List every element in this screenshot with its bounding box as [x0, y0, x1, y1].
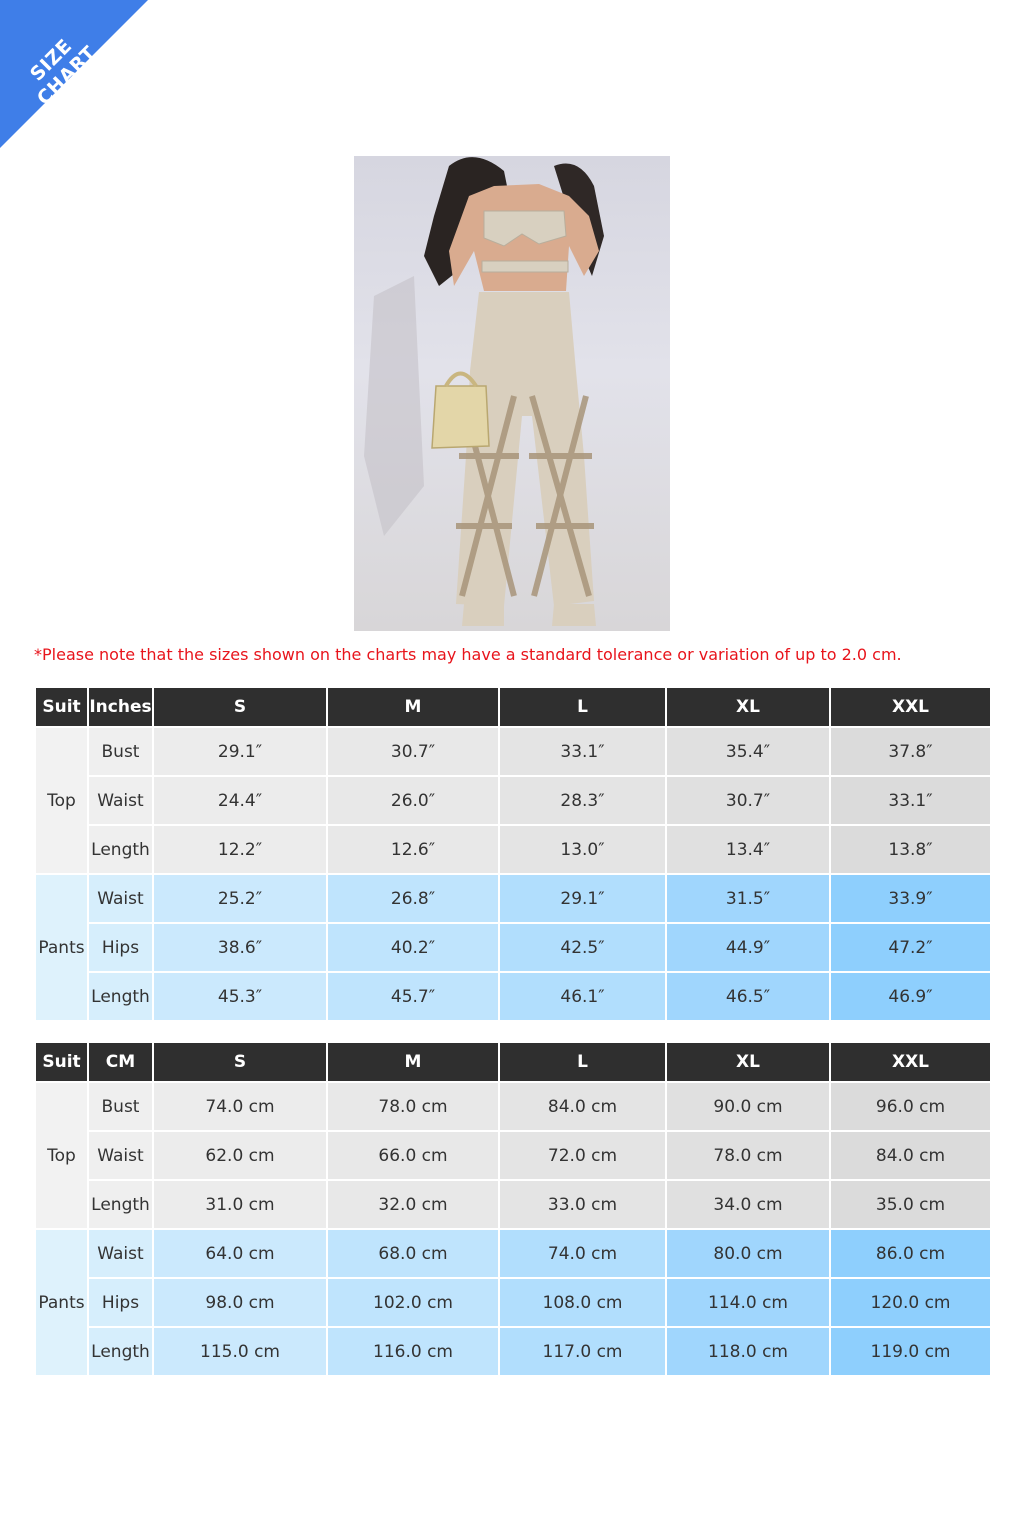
size-cell: 80.0 cm — [667, 1230, 829, 1277]
header-s: S — [154, 688, 326, 726]
table-row — [36, 1328, 990, 1375]
size-cell: 24.4″ — [154, 777, 326, 824]
table-row — [36, 777, 990, 824]
size-cell: 12.2″ — [154, 826, 326, 873]
suit-label-top: Top — [36, 728, 87, 873]
size-cell: 117.0 cm — [500, 1328, 665, 1375]
header-s: S — [154, 1043, 326, 1081]
size-cell: 44.9″ — [667, 924, 829, 971]
size-cell: 64.0 cm — [154, 1230, 326, 1277]
size-cell: 72.0 cm — [500, 1132, 665, 1179]
size-cell: 120.0 cm — [831, 1279, 990, 1326]
table-row — [36, 1132, 990, 1179]
size-cell: 33.1″ — [831, 777, 990, 824]
size-cell: 29.1″ — [500, 875, 665, 922]
size-cell: 31.5″ — [667, 875, 829, 922]
tolerance-note: *Please note that the sizes shown on the charts may have a standard tolerance or variation of up to 2.0 cm. — [34, 645, 902, 664]
size-cell: 26.0″ — [328, 777, 498, 824]
size-cell: 13.4″ — [667, 826, 829, 873]
size-cell: 102.0 cm — [328, 1279, 498, 1326]
size-cell: 12.6″ — [328, 826, 498, 873]
size-cell: 38.6″ — [154, 924, 326, 971]
header-suit: Suit — [36, 688, 87, 726]
header-m: M — [328, 1043, 498, 1081]
table-header-row — [36, 688, 990, 726]
table-row — [36, 1230, 990, 1277]
suit-label-pants: Pants — [36, 875, 87, 1020]
size-cell: 13.0″ — [500, 826, 665, 873]
header-suit: Suit — [36, 1043, 87, 1081]
size-cell: 42.5″ — [500, 924, 665, 971]
size-cell: 31.0 cm — [154, 1181, 326, 1228]
table-row — [36, 973, 990, 1020]
size-cell: 35.4″ — [667, 728, 829, 775]
size-cell: 86.0 cm — [831, 1230, 990, 1277]
size-cell: 116.0 cm — [328, 1328, 498, 1375]
size-cell: 74.0 cm — [500, 1230, 665, 1277]
table-row — [36, 826, 990, 873]
size-cell: 32.0 cm — [328, 1181, 498, 1228]
table-row — [36, 1083, 990, 1130]
size-cell: 115.0 cm — [154, 1328, 326, 1375]
measure-label: Length — [89, 1181, 152, 1228]
measure-label: Waist — [89, 1132, 152, 1179]
header-l: L — [500, 1043, 665, 1081]
size-cell: 118.0 cm — [667, 1328, 829, 1375]
size-cell: 25.2″ — [154, 875, 326, 922]
size-cell: 90.0 cm — [667, 1083, 829, 1130]
size-table-inches — [34, 686, 992, 1022]
size-cell: 26.8″ — [328, 875, 498, 922]
measure-label: Waist — [89, 875, 152, 922]
product-photo — [354, 156, 670, 631]
size-cell: 30.7″ — [667, 777, 829, 824]
header-xxl: XXL — [831, 688, 990, 726]
size-cell: 33.1″ — [500, 728, 665, 775]
measure-label: Length — [89, 973, 152, 1020]
ribbon-label: SIZE CHART — [25, 34, 101, 110]
size-chart-ribbon — [0, 0, 150, 150]
size-cell: 84.0 cm — [500, 1083, 665, 1130]
suit-label-pants: Pants — [36, 1230, 87, 1375]
measure-label: Hips — [89, 924, 152, 971]
measure-label: Length — [89, 826, 152, 873]
size-cell: 74.0 cm — [154, 1083, 326, 1130]
size-cell: 108.0 cm — [500, 1279, 665, 1326]
size-cell: 33.0 cm — [500, 1181, 665, 1228]
header-xxl: XXL — [831, 1043, 990, 1081]
size-cell: 35.0 cm — [831, 1181, 990, 1228]
size-cell: 46.1″ — [500, 973, 665, 1020]
table-row — [36, 875, 990, 922]
size-cell: 28.3″ — [500, 777, 665, 824]
table-row — [36, 728, 990, 775]
size-cell: 98.0 cm — [154, 1279, 326, 1326]
size-cell: 84.0 cm — [831, 1132, 990, 1179]
table-row — [36, 1279, 990, 1326]
size-cell: 46.9″ — [831, 973, 990, 1020]
measure-label: Waist — [89, 1230, 152, 1277]
size-cell: 66.0 cm — [328, 1132, 498, 1179]
size-cell: 33.9″ — [831, 875, 990, 922]
table-row — [36, 924, 990, 971]
size-cell: 96.0 cm — [831, 1083, 990, 1130]
header-m: M — [328, 688, 498, 726]
measure-label: Bust — [89, 1083, 152, 1130]
size-cell: 78.0 cm — [328, 1083, 498, 1130]
measure-label: Length — [89, 1328, 152, 1375]
header-l: L — [500, 688, 665, 726]
size-cell: 45.7″ — [328, 973, 498, 1020]
suit-label-top: Top — [36, 1083, 87, 1228]
size-cell: 114.0 cm — [667, 1279, 829, 1326]
size-cell: 62.0 cm — [154, 1132, 326, 1179]
size-cell: 119.0 cm — [831, 1328, 990, 1375]
size-cell: 30.7″ — [328, 728, 498, 775]
header-xl: XL — [667, 688, 829, 726]
size-cell: 13.8″ — [831, 826, 990, 873]
size-cell: 45.3″ — [154, 973, 326, 1020]
size-cell: 34.0 cm — [667, 1181, 829, 1228]
header-xl: XL — [667, 1043, 829, 1081]
size-cell: 40.2″ — [328, 924, 498, 971]
measure-label: Bust — [89, 728, 152, 775]
table-header-row — [36, 1043, 990, 1081]
measure-label: Waist — [89, 777, 152, 824]
table-row — [36, 1181, 990, 1228]
size-cell: 46.5″ — [667, 973, 829, 1020]
header-unit: CM — [89, 1043, 152, 1081]
size-table-cm — [34, 1041, 992, 1377]
size-cell: 78.0 cm — [667, 1132, 829, 1179]
size-cell: 68.0 cm — [328, 1230, 498, 1277]
header-unit: Inches — [89, 688, 152, 726]
size-cell: 37.8″ — [831, 728, 990, 775]
size-cell: 29.1″ — [154, 728, 326, 775]
model-illustration — [354, 156, 670, 631]
measure-label: Hips — [89, 1279, 152, 1326]
size-cell: 47.2″ — [831, 924, 990, 971]
